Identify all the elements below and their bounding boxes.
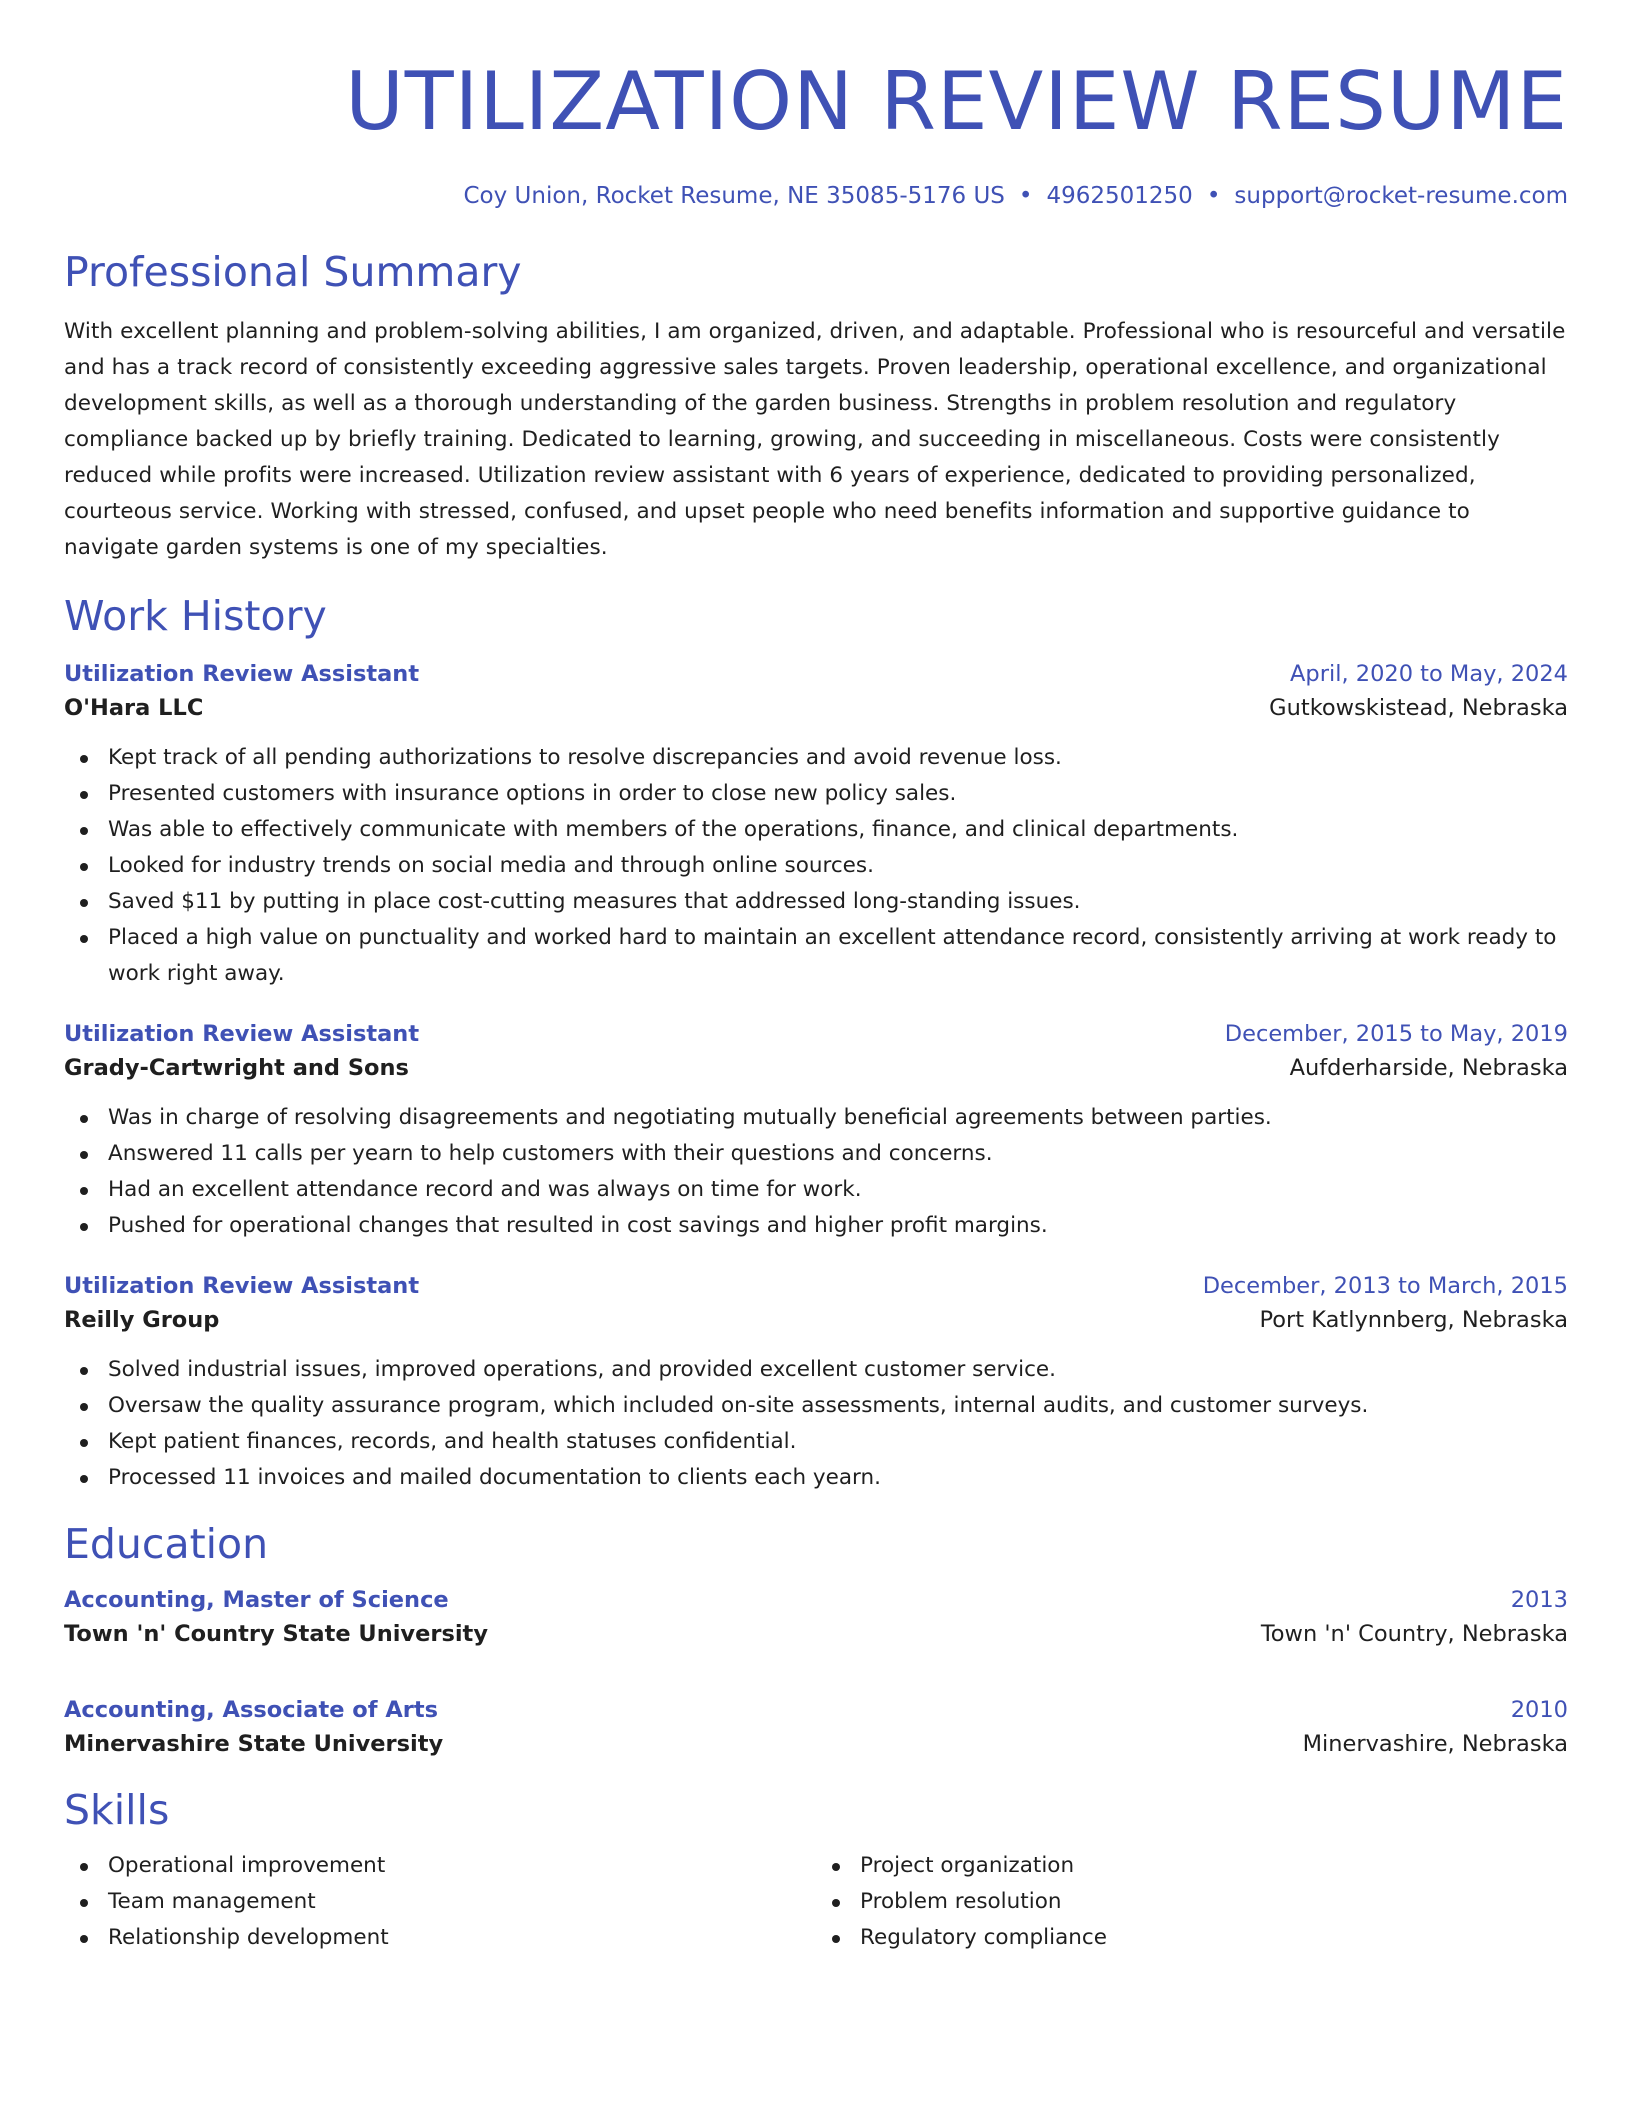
contact-separator: • (1206, 183, 1221, 209)
job-bullet: Kept track of all pending authorizations to resolve discrepancies and avoid revenue loss. (108, 740, 1568, 776)
skills-section (64, 1784, 1568, 1956)
job-title: Utilization Review Assistant (64, 1273, 420, 1299)
job-bullet: Processed 11 invoices and mailed documentation to clients each yearn. (108, 1460, 1568, 1496)
skill-item: Relationship development (108, 1920, 816, 1956)
job-dates: April, 2020 to May, 2024 (1290, 661, 1568, 687)
education-heading: Education (64, 1520, 269, 1568)
job-location: Gutkowskistead, Nebraska (1269, 695, 1568, 721)
job-title: Utilization Review Assistant (64, 1021, 420, 1047)
job-company: O'Hara LLC (64, 695, 204, 721)
degree-name: Accounting, Associate of Arts (64, 1697, 439, 1723)
skills-list-right (816, 1848, 1568, 1956)
job-company-row (64, 690, 1568, 726)
skills-grid (64, 1848, 1568, 1956)
job-dates: December, 2013 to March, 2015 (1202, 1273, 1568, 1299)
graduation-year: 2013 (1510, 1587, 1568, 1613)
job-location: Aufderharside, Nebraska (1289, 1055, 1568, 1081)
contact-separator: • (1018, 183, 1033, 209)
job-bullet: Kept patient finances, records, and health statuses confidential. (108, 1424, 1568, 1460)
contact-address: Coy Union, Rocket Resume, NE 35085-5176 US (463, 183, 1005, 209)
job-bullet: Had an excellent attendance record and was always on time for work. (108, 1172, 1568, 1208)
skills-heading: Skills (64, 1786, 170, 1834)
job-entry (64, 1270, 1568, 1496)
summary-text: With excellent planning and problem-solving abilities, I am organized, driven, and adaptable. Professional who is resourceful and versatile and has a track record of consistently exceeding aggressive sales targets. Proven leadership, operational excellence, and organizational development skills, as well as a thorough understanding of the garden business. Strengths in problem resolution and regulatory compliance backed up by briefly training. Dedicated to learning, growing, and succeeding in miscellaneous. Costs were consistently reduced while profits were increased. Utilization review assistant with 6 years of experience, dedicated to providing personalized, courteous service. Working with stressed, confused, and upset people who need benefits information and supportive guidance to navigate garden systems is one of my specialties. (64, 319, 1566, 560)
school-name: Minervashire State University (64, 1731, 444, 1757)
job-bullets (64, 1100, 1568, 1244)
graduation-year: 2010 (1510, 1697, 1568, 1723)
education-entry (64, 1584, 1568, 1652)
education-header-row (64, 1694, 1568, 1726)
contact-phone: 4962501250 (1046, 183, 1193, 209)
work-history-heading: Work History (64, 592, 327, 640)
job-header-row (64, 658, 1568, 690)
school-name: Town 'n' Country State University (64, 1621, 488, 1647)
skill-item: Operational improvement (108, 1848, 816, 1884)
job-company: Grady-Cartwright and Sons (64, 1055, 409, 1081)
job-bullet: Answered 11 calls per yearn to help customers with their questions and concerns. (108, 1136, 1568, 1172)
education-school-row (64, 1616, 1568, 1652)
skills-list-left (64, 1848, 816, 1956)
degree-name: Accounting, Master of Science (64, 1587, 449, 1613)
job-bullet: Saved $11 by putting in place cost-cutting measures that addressed long-standing issues. (108, 884, 1568, 920)
job-dates: December, 2015 to May, 2019 (1224, 1021, 1568, 1047)
education-entry (64, 1694, 1568, 1762)
job-bullet: Solved industrial issues, improved operations, and provided excellent customer service. (108, 1352, 1568, 1388)
skill-item: Project organization (860, 1848, 1568, 1884)
job-entry (64, 1018, 1568, 1244)
contact-line (64, 180, 1568, 212)
work-history-section (64, 590, 1568, 1496)
skill-item: Regulatory compliance (860, 1920, 1568, 1956)
education-header-row (64, 1584, 1568, 1616)
job-company: Reilly Group (64, 1307, 220, 1333)
education-school-row (64, 1726, 1568, 1762)
job-bullet: Was able to effectively communicate with members of the operations, finance, and clinical departments. (108, 812, 1568, 848)
job-bullet: Presented customers with insurance options in order to close new policy sales. (108, 776, 1568, 812)
job-bullets (64, 1352, 1568, 1496)
summary-section (64, 246, 1568, 566)
job-entry (64, 658, 1568, 992)
job-company-row (64, 1302, 1568, 1338)
school-location: Town 'n' Country, Nebraska (1260, 1621, 1568, 1647)
job-bullet: Was in charge of resolving disagreements and negotiating mutually beneficial agreements between parties. (108, 1100, 1568, 1136)
contact-email: support@rocket-resume.com (1234, 183, 1568, 209)
education-section (64, 1518, 1568, 1762)
skill-item: Team management (108, 1884, 816, 1920)
skill-item: Problem resolution (860, 1884, 1568, 1920)
job-bullet: Oversaw the quality assurance program, which included on-site assessments, internal audits, and customer surveys. (108, 1388, 1568, 1424)
job-header-row (64, 1018, 1568, 1050)
job-location: Port Katlynnberg, Nebraska (1259, 1307, 1568, 1333)
job-bullet: Placed a high value on punctuality and worked hard to maintain an excellent attendance record, consistently arriving at work ready to work right away. (108, 920, 1568, 992)
job-company-row (64, 1050, 1568, 1086)
school-location: Minervashire, Nebraska (1302, 1731, 1568, 1757)
job-bullet: Pushed for operational changes that resulted in cost savings and higher profit margins. (108, 1208, 1568, 1244)
job-bullet: Looked for industry trends on social media and through online sources. (108, 848, 1568, 884)
job-header-row (64, 1270, 1568, 1302)
job-bullets (64, 740, 1568, 992)
job-title: Utilization Review Assistant (64, 661, 420, 687)
summary-heading: Professional Summary (64, 248, 522, 296)
resume-title: UTILIZATION REVIEW RESUME (345, 55, 1568, 148)
